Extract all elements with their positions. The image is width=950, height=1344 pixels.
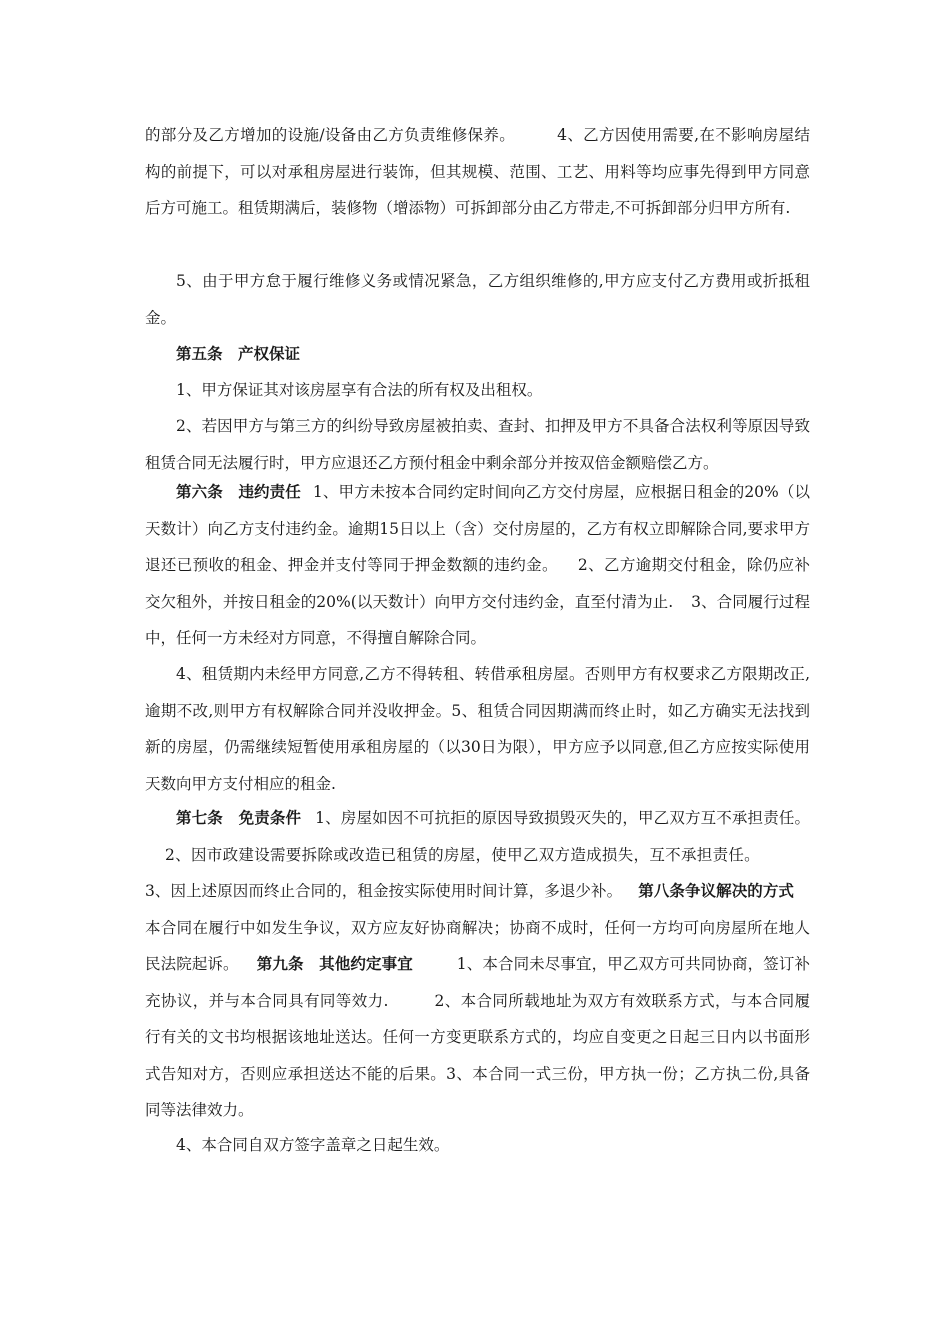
article-9-items-2-3: 2、本合同所载地址为双方有效联系方式，与本合同履行有关的文书均根据该地址送达。任何一方变更联系方式的，均应自变更之日起三日内以书面形式告知对方，否则应承担送达不能的后果。3、本合同一式三份，甲方执一份；乙方执二份,具备同等法律效力。 — [145, 991, 810, 1119]
article-6-heading: 第六条 违约责任 — [176, 482, 301, 501]
decoration-clause: 4、乙方因使用需要,在不影响房屋结构的前提下，可以对承租房屋进行装饰，但其规模、范围、工艺、用料等均应事先得到甲方同意后方可施工。租赁期满后，装修物（增添物）可拆卸部分由乙方带走,不可拆卸部分归甲方所有. — [145, 126, 810, 217]
repair-text: 的部分及乙方增加的设施/设备由乙方负责维修保养。 — [145, 126, 516, 144]
article-6-item-1: 1、甲方未按本合同约定时间向乙方交付房屋，应根据日租金的20%（以天数计）向乙方支付违约金。逾期15日以上（含）交付房屋的，乙方有权立即解除合同,要求甲方退还已预收的租金、押金并支付等同于押金数额的违约金。 — [145, 483, 810, 574]
article-8-heading: 第八条争议解决的方式 — [638, 881, 794, 900]
article-6-items-4-5: 4、租赁期内未经甲方同意,乙方不得转租、转借承租房屋。否则甲方有权要求乙方限期改正,逾期不改,则甲方有权解除合同并没收押金。5、租赁合同因期满而终止时，如乙方确实无法找到新的房屋，仍需继续短暂使用承租房屋的（以30日为限），甲方应予以同意,但乙方应按实际使用天数向甲方支付相应的租金. — [145, 665, 810, 793]
articles-7-9-paragraph — [145, 800, 810, 1129]
paragraph-repair-decoration — [145, 117, 810, 227]
paragraph-urgent-repair: 5、由于甲方怠于履行维修义务或情况紧急，乙方组织维修的,甲方应支付乙方费用或折抵租金。 — [145, 272, 810, 327]
article-5-item-2: 2、若因甲方与第三方的纠纷导致房屋被拍卖、查封、扣押及甲方不具备合法权利等原因导致租赁合同无法履行时，甲方应退还乙方预付租金中剩余部分并按双倍金额赔偿乙方。 — [145, 417, 810, 472]
article-8-text: 本合同在履行中如发生争议，双方应友好协商解决；协商不成时，任何一方均可向房屋所在地人民法院起诉。 — [145, 918, 810, 973]
article-7-item-3: 3、因上述原因而终止合同的，租金按实际使用时间计算，多退少补。 — [145, 882, 623, 900]
article-6-paragraph — [145, 474, 810, 657]
article-7-item-1: 1、房屋如因不可抗拒的原因导致损毁灭失的，甲乙双方互不承担责任。 — [315, 809, 810, 827]
article-7-item-2: 2、因市政建设需要拆除或改造已租赁的房屋，使甲乙双方造成损失，互不承担责任。 — [165, 845, 760, 864]
article-7-heading: 第七条 免责条件 — [176, 808, 302, 827]
article-9-item-4: 4、本合同自双方签字盖章之日起生效。 — [176, 1136, 450, 1154]
article-6-item-3: 3、合同履行过程中，任何一方未经对方同意，不得擅自解除合同。 — [145, 592, 810, 647]
article-9-heading: 第九条 其他约定事宜 — [256, 954, 413, 973]
article-5-heading: 第五条 产权保证 — [176, 344, 301, 363]
article-6-item-2: 2、乙方逾期交付租金，除仍应补交欠租外，并按日租金的20%(以天数计）向甲方交付违约金，直至付清为止. — [145, 556, 810, 611]
article-9-item-1: 1、本合同未尽事宜，甲乙双方可共同协商，签订补充协议，并与本合同具有同等效力. — [145, 955, 810, 1010]
article-5-item-1: 1、甲方保证其对该房屋享有合法的所有权及出租权。 — [176, 381, 543, 399]
